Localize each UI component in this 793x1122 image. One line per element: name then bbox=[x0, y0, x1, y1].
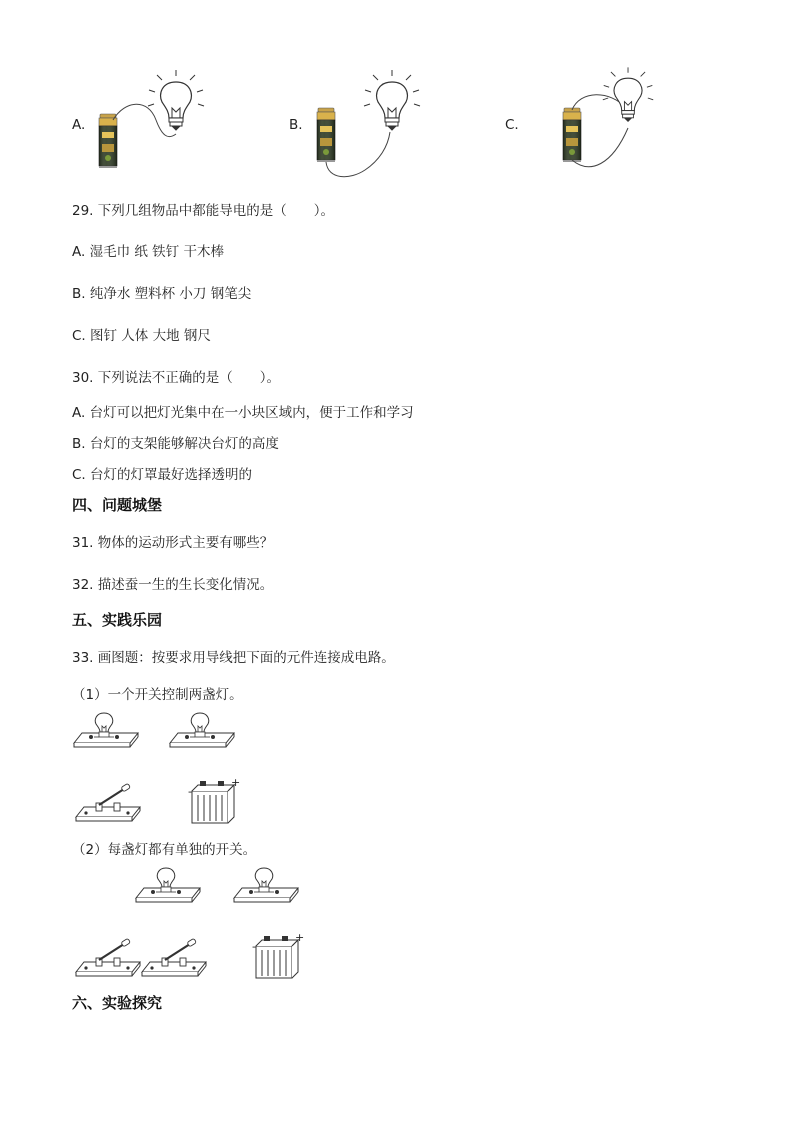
question-31: 31. 物体的运动形式主要有哪些？ bbox=[72, 535, 274, 551]
section-heading-6: 六、实验探究 bbox=[72, 994, 163, 1012]
battery-plus-sign-1: + bbox=[231, 776, 241, 789]
battery-minus-sign-2: - bbox=[252, 940, 256, 953]
section-heading-5: 五、实践乐园 bbox=[72, 611, 163, 629]
battery-plus-sign-2: + bbox=[295, 931, 305, 944]
question-33: 33. 画图题：按要求用导线把下面的元件连接成电路。 bbox=[72, 650, 395, 666]
q33-sub-1: （1）一个开关控制两盏灯。 bbox=[72, 687, 243, 703]
q29-option-a: A. 湿毛巾 纸 铁钉 干木棒 bbox=[72, 244, 224, 260]
option-letter-b: B. bbox=[289, 117, 303, 133]
battery-minus-sign-1: - bbox=[188, 785, 192, 798]
q30-option-a: A. 台灯可以把灯光集中在一小块区域内，便于工作和学习 bbox=[72, 405, 414, 421]
section-heading-4: 四、问题城堡 bbox=[72, 496, 163, 514]
q29-option-b: B. 纯净水 塑料杯 小刀 钢笔尖 bbox=[72, 286, 252, 302]
q33-sub-2: （2）每盏灯都有单独的开关。 bbox=[72, 842, 257, 858]
q30-option-b: B. 台灯的支架能够解决台灯的高度 bbox=[72, 436, 279, 452]
option-letter-c: C. bbox=[505, 117, 519, 133]
question-32: 32. 描述蚕一生的生长变化情况。 bbox=[72, 577, 274, 593]
q29-option-c: C. 图钉 人体 大地 钢尺 bbox=[72, 328, 211, 344]
option-letter-a: A. bbox=[72, 117, 86, 133]
q30-option-c: C. 台灯的灯罩最好选择透明的 bbox=[72, 467, 253, 483]
question-29: 29. 下列几组物品中都能导电的是（ ）。 bbox=[72, 203, 335, 219]
question-30: 30. 下列说法不正确的是（ ）。 bbox=[72, 370, 281, 386]
